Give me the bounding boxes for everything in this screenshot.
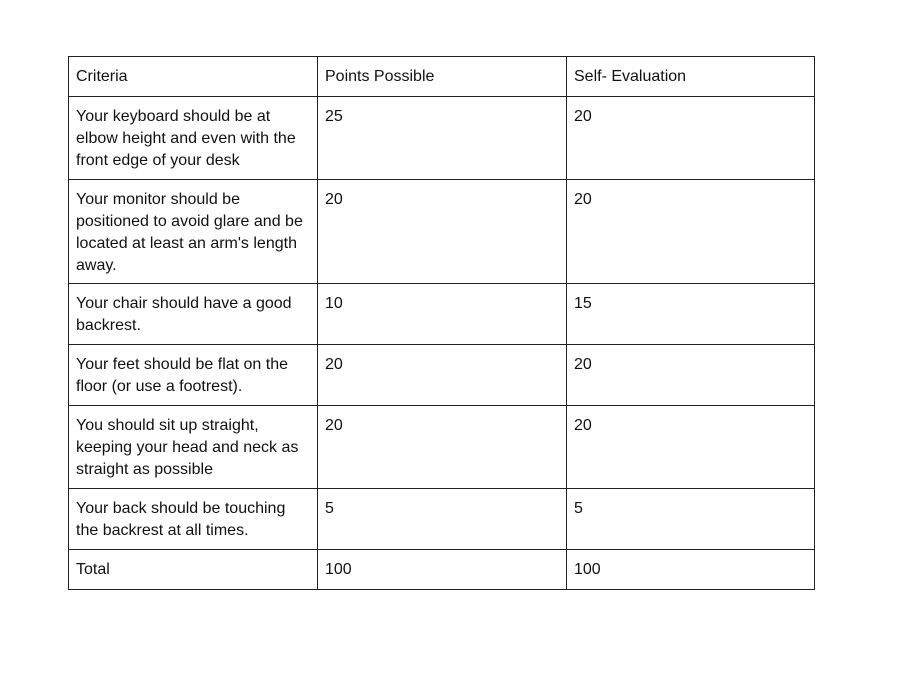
points-possible-cell: 10	[318, 284, 567, 345]
points-possible-cell: 5	[318, 489, 567, 550]
table-row	[69, 284, 815, 345]
table-row	[69, 489, 815, 550]
table-row	[69, 97, 815, 180]
criteria-cell: Your feet should be flat on the floor (or use a footrest).	[69, 345, 318, 406]
header-self-evaluation: Self- Evaluation	[567, 57, 815, 97]
points-possible-cell: 20	[318, 406, 567, 489]
table-total-row	[69, 550, 815, 590]
points-possible-cell: 25	[318, 97, 567, 180]
criteria-cell: You should sit up straight, keeping your head and neck as straight as possible	[69, 406, 318, 489]
total-self-evaluation: 100	[567, 550, 815, 590]
points-possible-cell: 20	[318, 180, 567, 284]
total-points-possible: 100	[318, 550, 567, 590]
table-header-row	[69, 57, 815, 97]
self-evaluation-cell: 20	[567, 97, 815, 180]
self-evaluation-cell: 20	[567, 345, 815, 406]
self-evaluation-cell: 15	[567, 284, 815, 345]
criteria-cell: Your chair should have a good backrest.	[69, 284, 318, 345]
criteria-cell: Your keyboard should be at elbow height and even with the front edge of your desk	[69, 97, 318, 180]
header-points-possible: Points Possible	[318, 57, 567, 97]
table-row	[69, 180, 815, 284]
ergonomics-rubric-table	[68, 56, 815, 590]
criteria-cell: Your back should be touching the backrest at all times.	[69, 489, 318, 550]
points-possible-cell: 20	[318, 345, 567, 406]
table-row	[69, 345, 815, 406]
total-label: Total	[69, 550, 318, 590]
self-evaluation-cell: 20	[567, 180, 815, 284]
self-evaluation-cell: 5	[567, 489, 815, 550]
table-row	[69, 406, 815, 489]
criteria-cell: Your monitor should be positioned to avoid glare and be located at least an arm's length away.	[69, 180, 318, 284]
header-criteria: Criteria	[69, 57, 318, 97]
self-evaluation-cell: 20	[567, 406, 815, 489]
